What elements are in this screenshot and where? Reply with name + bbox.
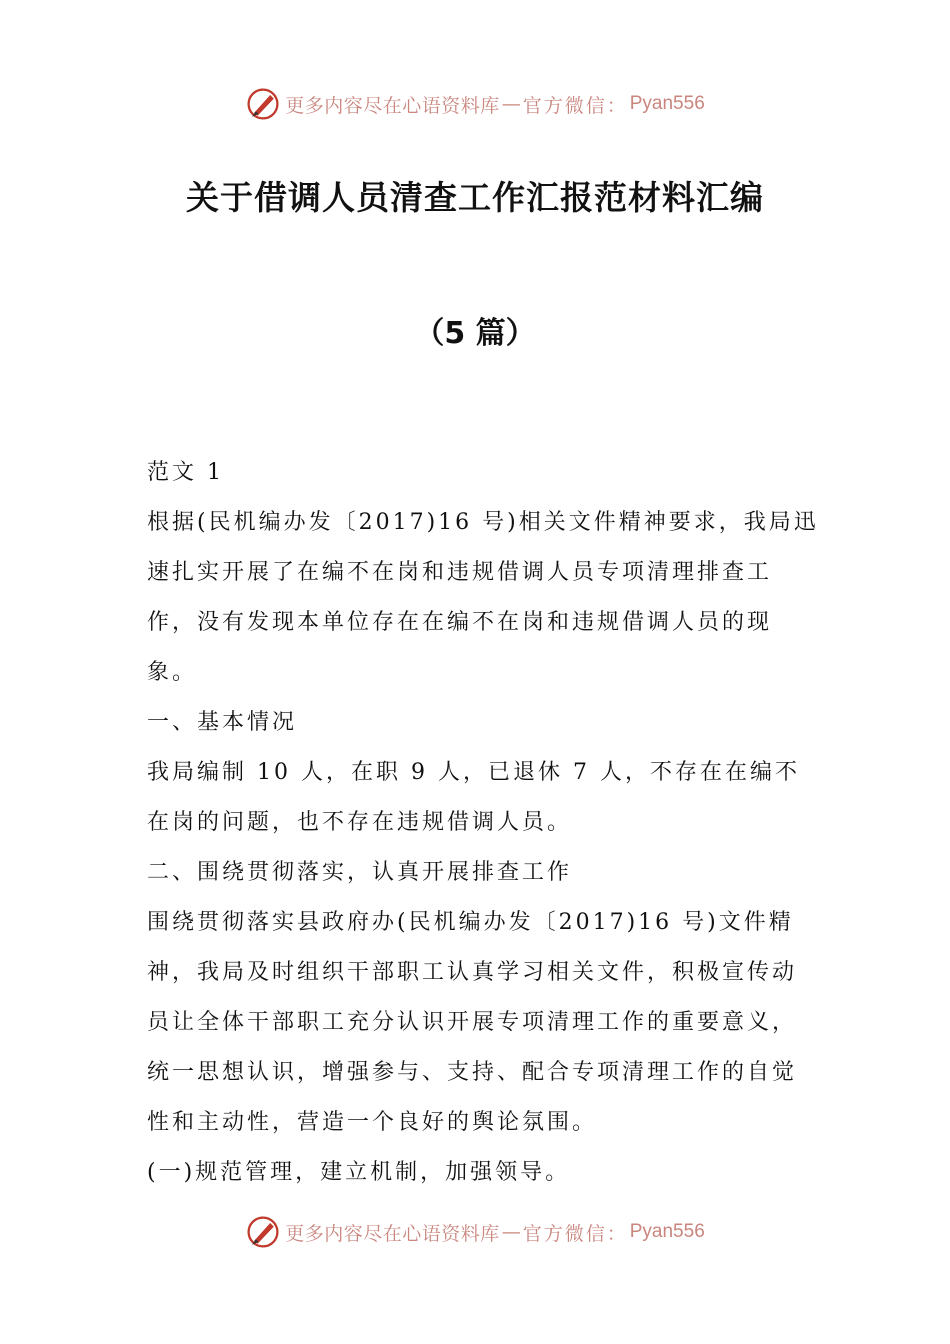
section-heading: 二、围绕贯彻落实，认真开展排查工作 <box>147 860 573 885</box>
watermark-official-label: 官方微信： <box>522 1222 628 1245</box>
paragraph: 围绕贯彻落实县政府办(民机编办发〔2017)16 号)文件精神，我局及时组织干部职工认真学习相关文件，积极宣传动员让全体干部职工充分认识开展专项清理工作的重要意义，统一思想认识，增强参与、支持、配合专项清理工作的自觉性和主动性，营造一个良好的舆论氛围。 <box>147 910 798 1135</box>
pen-logo-icon <box>245 86 281 122</box>
watermark-official-label: 官方微信： <box>522 94 628 117</box>
watermark-banner-top <box>0 82 950 126</box>
watermark-dash: — <box>501 1221 521 1243</box>
document-body <box>147 448 819 1198</box>
paragraph: 根据(民机编办发〔2017)16 号)相关文件精神要求，我局迅速扎实开展了在编不在岗和违规借调人员专项清理排查工作，没有发现本单位存在在编不在岗和违规借调人员的现象。 <box>147 510 819 685</box>
document-title: 关于借调人员清查工作汇报范材料汇编 <box>186 178 764 217</box>
section-label: 范文 1 <box>147 460 224 485</box>
watermark-banner-bottom <box>0 1210 950 1254</box>
watermark-wechat-id: Pyan556 <box>629 93 705 114</box>
pen-logo-icon <box>245 1214 281 1250</box>
watermark-wechat-id: Pyan556 <box>629 1221 705 1242</box>
watermark-site-text: 更多内容尽在心语资料库 <box>285 1222 500 1245</box>
watermark-dash: — <box>501 93 521 115</box>
paragraph: 我局编制 10 人，在职 9 人，已退休 7 人，不存在在编不在岗的问题，也不存在违规借调人员。 <box>147 760 800 835</box>
watermark-site-text: 更多内容尽在心语资料库 <box>285 94 500 117</box>
sub-heading: (一)规范管理，建立机制，加强领导。 <box>147 1160 571 1185</box>
document-subtitle: （5 篇） <box>414 316 536 351</box>
section-heading: 一、基本情况 <box>147 710 298 735</box>
